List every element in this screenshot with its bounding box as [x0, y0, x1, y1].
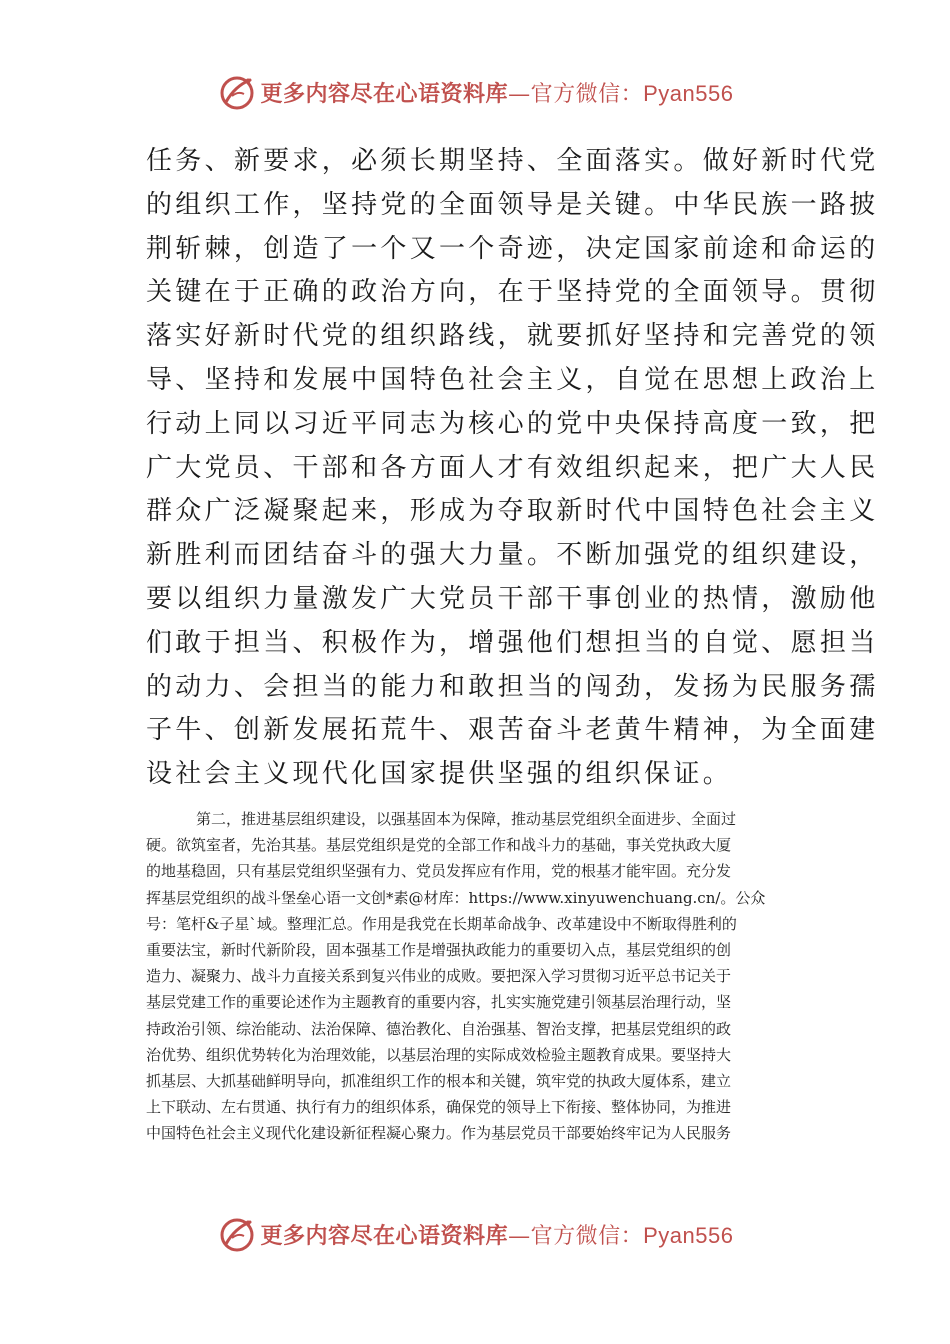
small-paragraph-line: 第二，推进基层组织建设，以强基固本为保障，推动基层党组织全面进步、全面过: [196, 810, 737, 828]
large-paragraph-line: 子牛、创新发展拓荒牛、艰苦奋斗老黄牛精神，为全面建: [146, 715, 879, 746]
large-paragraph-line: 们敢于担当、积极作为，增强他们想担当的自觉、愿担当: [146, 627, 879, 658]
banner-brand: 更多内容尽在心语资料库: [260, 1222, 509, 1249]
large-paragraph-line: 广大党员、干部和各方面人才有效组织起来，把广大人民: [146, 452, 879, 483]
small-paragraph-line: 中国特色社会主义现代化建设新征程凝心聚力。作为基层党员干部要始终牢记为人民服务: [146, 1124, 732, 1143]
large-paragraph-line: 落实好新时代党的组织路线，就要抓好坚持和完善党的领: [146, 321, 879, 352]
banner-text: [261, 1219, 734, 1250]
large-paragraph-line: 关键在于正确的政治方向，在于坚持党的全面领导。贯彻: [146, 277, 879, 308]
large-paragraph-line: 行动上同以习近平同志为核心的党中央保持高度一致，把: [146, 408, 879, 439]
small-paragraph-line: 的地基稳固，只有基层党组织坚强有力、党员发挥应有作用，党的根基才能牢固。充分发: [146, 862, 732, 881]
large-paragraph-line: 荆斩棘，创造了一个又一个奇迹，决定国家前途和命运的: [146, 233, 879, 264]
small-paragraph-line: 抓基层、大抓基础鲜明导向，抓准组织工作的根本和关键，筑牢党的执政大厦体系，建立: [146, 1071, 732, 1090]
large-paragraph-line: 任务、新要求，必须长期坚持、全面落实。做好新时代党: [146, 146, 879, 176]
small-paragraph-line: 造力、凝聚力、战斗力直接关系到复兴伟业的成败。要把深入学习贯彻习近平总书记关于: [146, 967, 732, 986]
small-paragraph-line: 持政治引领、综治能动、法治保障、德治教化、自治强基、智治支撑，把基层党组织的政: [146, 1019, 732, 1038]
small-paragraph-line: 治优势、组织优势转化为治理效能，以基层治理的实际成效检验主题教育成果。要坚持大: [146, 1045, 732, 1064]
banner-wechat-id: Pyan556: [643, 80, 734, 106]
brand-logo-icon: [217, 1214, 257, 1254]
banner-text: [261, 77, 734, 108]
large-paragraph-line: 要以组织力量激发广大党员干部干事创业的热情，激励他: [146, 583, 879, 614]
brand-logo-icon: [217, 72, 257, 112]
large-paragraph-line: 的组织工作，坚持党的全面领导是关键。中华民族一路披: [146, 189, 879, 220]
large-paragraph: [146, 140, 879, 797]
large-paragraph-line: 群众广泛凝聚起来，形成为夺取新时代中国特色社会主义: [146, 496, 879, 527]
banner-separator: —: [508, 1223, 531, 1249]
small-paragraph: [146, 806, 810, 1146]
large-paragraph-line: 新胜利而团结奋斗的强大力量。不断加强党的组织建设，: [146, 540, 879, 571]
small-paragraph-line: 上下联动、左右贯通、执行有力的组织体系，确保党的领导上下衔接、整体协同，为推进: [146, 1098, 732, 1117]
banner-wechat-label: 官方微信：: [530, 1223, 644, 1249]
small-paragraph-line: 硬。欲筑室者，先治其基。基层党组织是党的全部工作和战斗力的基础，事关党执政大厦: [146, 836, 732, 855]
banner-wechat-label: 官方微信：: [530, 81, 644, 107]
footer-banner: [0, 1212, 950, 1256]
small-paragraph-line: 挥基层党组织的战斗堡垒心语一文创*素@材库：https://www.xinyuwenchuang.cn/。公众: [146, 888, 766, 907]
large-paragraph-line: 导、坚持和发展中国特色社会主义，自觉在思想上政治上: [146, 364, 879, 395]
small-paragraph-line: 号：笔杆&子星`域。整理汇总。作用是我党在长期革命战争、改革建设中不断取得胜利的: [146, 914, 737, 933]
banner-wechat-id: Pyan556: [643, 1222, 734, 1248]
banner-brand: 更多内容尽在心语资料库: [260, 80, 509, 107]
small-paragraph-line: 基层党建工作的重要论述作为主题教育的重要内容，扎实实施党建引领基层治理行动，坚: [146, 993, 732, 1012]
header-banner: [0, 70, 950, 114]
large-paragraph-line: 的动力、会担当的能力和敢担当的闯劲，发扬为民服务孺: [146, 671, 879, 702]
small-paragraph-line: 重要法宝，新时代新阶段，固本强基工作是增强执政能力的重要切入点，基层党组织的创: [146, 940, 732, 959]
large-paragraph-line: 设社会主义现代化国家提供坚强的组织保证。: [146, 759, 733, 790]
banner-separator: —: [508, 81, 531, 107]
